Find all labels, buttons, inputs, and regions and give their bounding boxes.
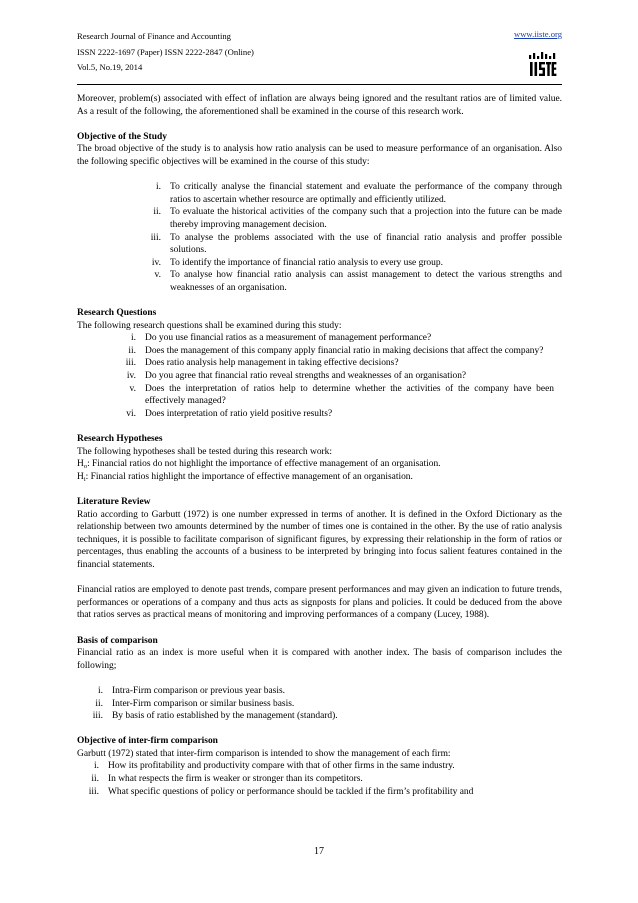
list-item: vi. Does interpretation of ratio yield positive results?	[126, 408, 333, 419]
interfirm-paragraph: Garbutt (1972) stated that inter-firm comparison is intended to show the management of each firm:	[77, 748, 451, 759]
hypotheses-paragraph: The following hypotheses shall be tested during this research work:	[77, 446, 333, 457]
section-heading-literature: Literature Review	[77, 497, 151, 507]
list-item: ii. Inter-Firm comparison or similar business basis.	[95, 698, 295, 709]
section-heading-objective: Objective of the Study	[77, 131, 167, 142]
article-body	[77, 93, 562, 798]
iiste-logo-icon	[527, 51, 557, 81]
list-item: iii. Does ratio analysis help management in taking effective decisions?	[125, 358, 399, 369]
list-item: i. How its profitability and productivity compare with that of other firms in the same industry.	[94, 761, 455, 772]
list-item: i. Intra-Firm comparison or previous year basis.	[98, 685, 285, 696]
list-item: ii. In what respects the firm is weaker or stronger than its competitors.	[91, 774, 363, 785]
list-item: i. To critically analyse the financial statement and evaluate the performance of the company through ratios to ascertain whether resource are optimally and efficiently utilized.	[156, 182, 562, 205]
literature-paragraph-1: Ratio according to Garbutt (1972) is one number expressed in terms of another. It is defined in the Oxford Dictionary as the relationship between two amounts determined by the number of times one is contained in the other. By the use of ratio analysis techniques, it is possible to facilitate comparison of significant figures, by expressing their relationship in the form of ratios or percentages, thus enabling the accounts of a business to be interpreted by bringing into focus salient features contained in the financial statements.	[77, 509, 562, 570]
section-heading-questions: Research Questions	[77, 308, 157, 319]
list-item: i. Do you use financial ratios as a measurement of management performance?	[131, 333, 432, 344]
list-item: iii. By basis of ratio established by the management (standard).	[92, 711, 338, 722]
list-item: iv. To identify the importance of financial ratio analysis to every use group.	[151, 257, 443, 268]
objective-list	[77, 181, 562, 294]
list-item: iii. To analyse the problems associated with the use of financial ratio analysis and proffer possible solutions.	[150, 232, 562, 256]
list-item: iv. Do you agree that financial ratio reveal strengths and weaknesses of an organisation?	[126, 371, 467, 382]
journal-title: Research Journal of Finance and Accounting	[77, 31, 231, 41]
journal-header	[77, 29, 254, 76]
basis-list	[77, 685, 562, 723]
header-divider	[77, 84, 562, 85]
literature-paragraph-2: Financial ratios are employed to denote past trends, compare present performances and may given an indication to future trends, performances or operations of a company and thus acts as signposts for plans and policies. It could be deduced from the above that ratios serves as practical means of monitoring and improving performances of a company (Lucey, 1988).	[77, 585, 562, 621]
basis-paragraph: Financial ratio as an index is more useful when it is compared with another index. The basis of comparison includes the following;	[77, 648, 562, 671]
section-heading-basis: Basis of comparison	[77, 635, 158, 646]
list-item: v. Does the interpretation of ratios help to determine whether the activities of the company have been effectively managed?	[129, 383, 554, 407]
list-item: iii. What specific questions of policy or performance should be tackled if the firm’s profitability and	[88, 786, 474, 797]
questions-paragraph: The following research questions shall be examined during this study:	[77, 320, 342, 331]
list-item: v. To analyse how financial ratio analysis can assist management to detect the various strengths and weaknesses of an organisation.	[154, 270, 562, 293]
list-item: ii. Does the management of this company apply financial ratio in making decisions that affect the company?	[128, 345, 544, 356]
hypothesis-alternative: $H_i$: Financial ratios highlight the importance of effective management of an organisation.	[77, 471, 413, 483]
intro-paragraph: Moreover, problem(s) associated with effect of inflation are always being ignored and the resultant ratios are of limited value. As a result of the following, the aforementioned shall be examined in the course of this research work.	[77, 94, 562, 117]
list-item: ii. To evaluate the historical activities of the company such that a projection into the future can be made thereby improving management decision.	[153, 207, 562, 230]
website-link[interactable]: www.iiste.org	[514, 29, 562, 39]
journal-volume: Vol.5, No.19, 2014	[77, 62, 143, 72]
questions-list	[77, 332, 562, 420]
section-heading-hypotheses: Research Hypotheses	[77, 434, 163, 445]
journal-issn: ISSN 2222-1697 (Paper) ISSN 2222-2847 (Online)	[77, 46, 254, 57]
page-number: 17	[314, 846, 324, 857]
objective-paragraph: The broad objective of the study is to analysis how ratio analysis can be used to measure performance of an organisation. Also the following specific objectives will be examined in the course of this study:	[77, 144, 562, 167]
hypothesis-null: $H_o$: Financial ratios do not highlight the importance of effective management of an organisation.	[77, 459, 441, 471]
section-heading-interfirm: Objective of inter-firm comparison	[77, 736, 218, 747]
interfirm-list	[77, 760, 562, 798]
